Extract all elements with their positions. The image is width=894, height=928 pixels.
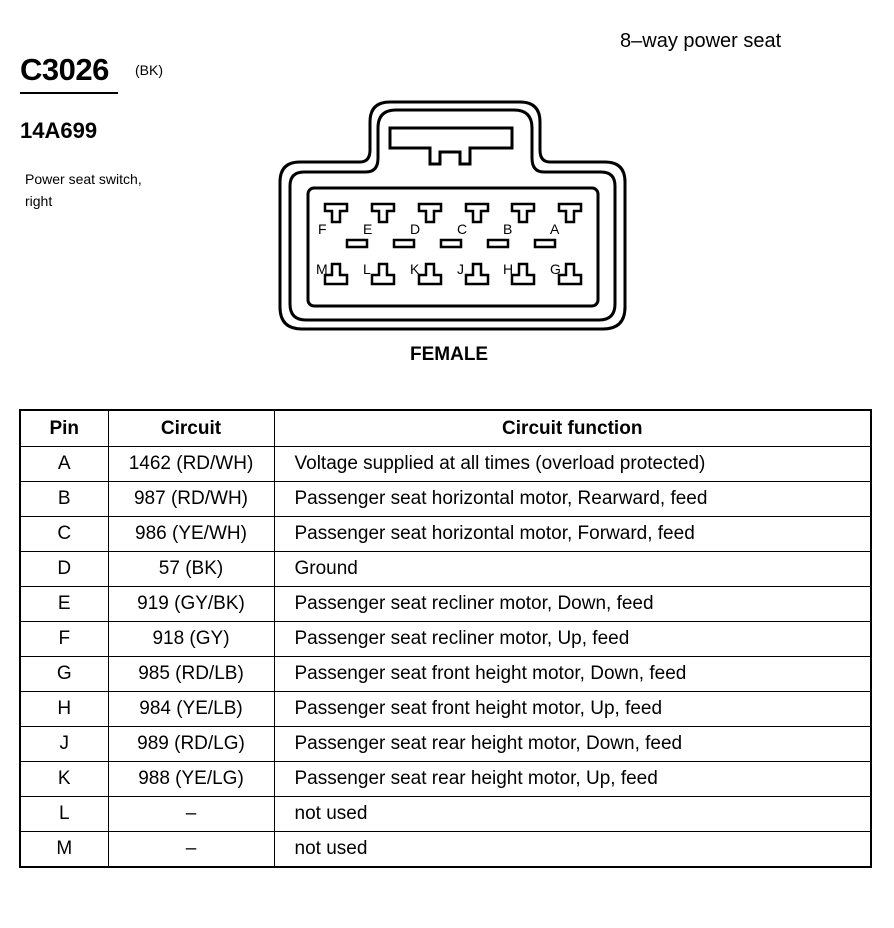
pin-label-bottom: M <box>316 261 328 277</box>
terminal-top-D <box>419 204 441 222</box>
pin-label-bottom: H <box>503 261 514 277</box>
function-cell: Passenger seat rear height motor, Down, feed <box>274 727 871 762</box>
table-row <box>20 447 871 482</box>
terminal-bottom-K <box>419 264 441 284</box>
header-circuit: Circuit <box>108 410 274 447</box>
circuit-cell: 919 (GY/BK) <box>108 587 274 622</box>
pin-slot <box>441 240 461 247</box>
pin-cell: C <box>20 517 108 552</box>
connector-face-diagram <box>270 92 640 337</box>
pin-cell: F <box>20 622 108 657</box>
pin-label-bottom: G <box>550 261 561 277</box>
description-line-2: right <box>25 193 53 209</box>
table-row <box>20 657 871 692</box>
terminal-bottom-H <box>512 264 534 284</box>
header-pin: Pin <box>20 410 108 447</box>
part-number: 14A699 <box>20 118 98 143</box>
pin-cell: L <box>20 797 108 832</box>
circuit-cell: 57 (BK) <box>108 552 274 587</box>
pin-slot <box>347 240 367 247</box>
pin-cell: A <box>20 447 108 482</box>
circuit-cell: 984 (YE/LB) <box>108 692 274 727</box>
function-cell: Passenger seat front height motor, Down, feed <box>274 657 871 692</box>
pin-slot <box>535 240 555 247</box>
pin-cell: B <box>20 482 108 517</box>
table-row <box>20 832 871 868</box>
pin-cell: M <box>20 832 108 868</box>
table-row <box>20 517 871 552</box>
pin-label-top: C <box>457 221 468 237</box>
circuit-cell: 918 (GY) <box>108 622 274 657</box>
terminal-bottom-J <box>466 264 488 284</box>
function-cell: Ground <box>274 552 871 587</box>
table-row <box>20 692 871 727</box>
pin-slot <box>394 240 414 247</box>
terminal-top-F <box>325 204 347 222</box>
connector-id-underline <box>20 92 118 94</box>
circuit-cell: 989 (RD/LG) <box>108 727 274 762</box>
function-cell: not used <box>274 832 871 868</box>
diagram-title: 8–way power seat <box>620 30 782 52</box>
description-line-1: Power seat switch, <box>25 171 142 187</box>
connector-description <box>25 168 185 212</box>
table-row <box>20 797 871 832</box>
pin-slot <box>488 240 508 247</box>
circuit-cell: – <box>108 797 274 832</box>
terminal-top-C <box>466 204 488 222</box>
pin-cell: E <box>20 587 108 622</box>
circuit-cell: 988 (YE/LG) <box>108 762 274 797</box>
connector-id: C3026 <box>20 52 109 87</box>
function-cell: Passenger seat recliner motor, Down, feed <box>274 587 871 622</box>
terminal-bottom-G <box>559 264 581 284</box>
function-cell: Passenger seat horizontal motor, Forward, feed <box>274 517 871 552</box>
table-row <box>20 762 871 797</box>
pin-table <box>19 409 872 868</box>
connector-color: (BK) <box>135 62 163 78</box>
pin-label-bottom: K <box>410 261 420 277</box>
function-cell: Passenger seat front height motor, Up, feed <box>274 692 871 727</box>
pin-label-top: F <box>318 221 327 237</box>
pin-marks <box>316 204 581 284</box>
circuit-cell: 986 (YE/WH) <box>108 517 274 552</box>
terminal-bottom-L <box>372 264 394 284</box>
function-cell: Passenger seat horizontal motor, Rearward, feed <box>274 482 871 517</box>
connector-latch <box>390 128 512 164</box>
circuit-cell: 985 (RD/LB) <box>108 657 274 692</box>
function-cell: Passenger seat rear height motor, Up, feed <box>274 762 871 797</box>
pin-cell: K <box>20 762 108 797</box>
table-row <box>20 727 871 762</box>
pin-label-top: B <box>503 221 513 237</box>
table-row <box>20 587 871 622</box>
pin-table-header-row <box>20 410 871 447</box>
terminal-top-A <box>559 204 581 222</box>
pin-cell: H <box>20 692 108 727</box>
pin-cell: G <box>20 657 108 692</box>
header-circuit-function: Circuit function <box>274 410 871 447</box>
pin-label-top: D <box>410 221 421 237</box>
terminal-top-E <box>372 204 394 222</box>
table-row <box>20 622 871 657</box>
terminal-top-B <box>512 204 534 222</box>
circuit-cell: 987 (RD/WH) <box>108 482 274 517</box>
pin-cell: D <box>20 552 108 587</box>
function-cell: Voltage supplied at all times (overload protected) <box>274 447 871 482</box>
circuit-cell: 1462 (RD/WH) <box>108 447 274 482</box>
function-cell: Passenger seat recliner motor, Up, feed <box>274 622 871 657</box>
table-row <box>20 482 871 517</box>
pin-label-bottom: L <box>363 261 371 277</box>
circuit-cell: – <box>108 832 274 868</box>
connector-gender-label: FEMALE <box>410 344 489 365</box>
pin-label-top: E <box>363 221 373 237</box>
table-row <box>20 552 871 587</box>
pin-label-top: A <box>550 221 560 237</box>
pin-cell: J <box>20 727 108 762</box>
function-cell: not used <box>274 797 871 832</box>
terminal-bottom-M <box>325 264 347 284</box>
pin-label-bottom: J <box>457 261 464 277</box>
